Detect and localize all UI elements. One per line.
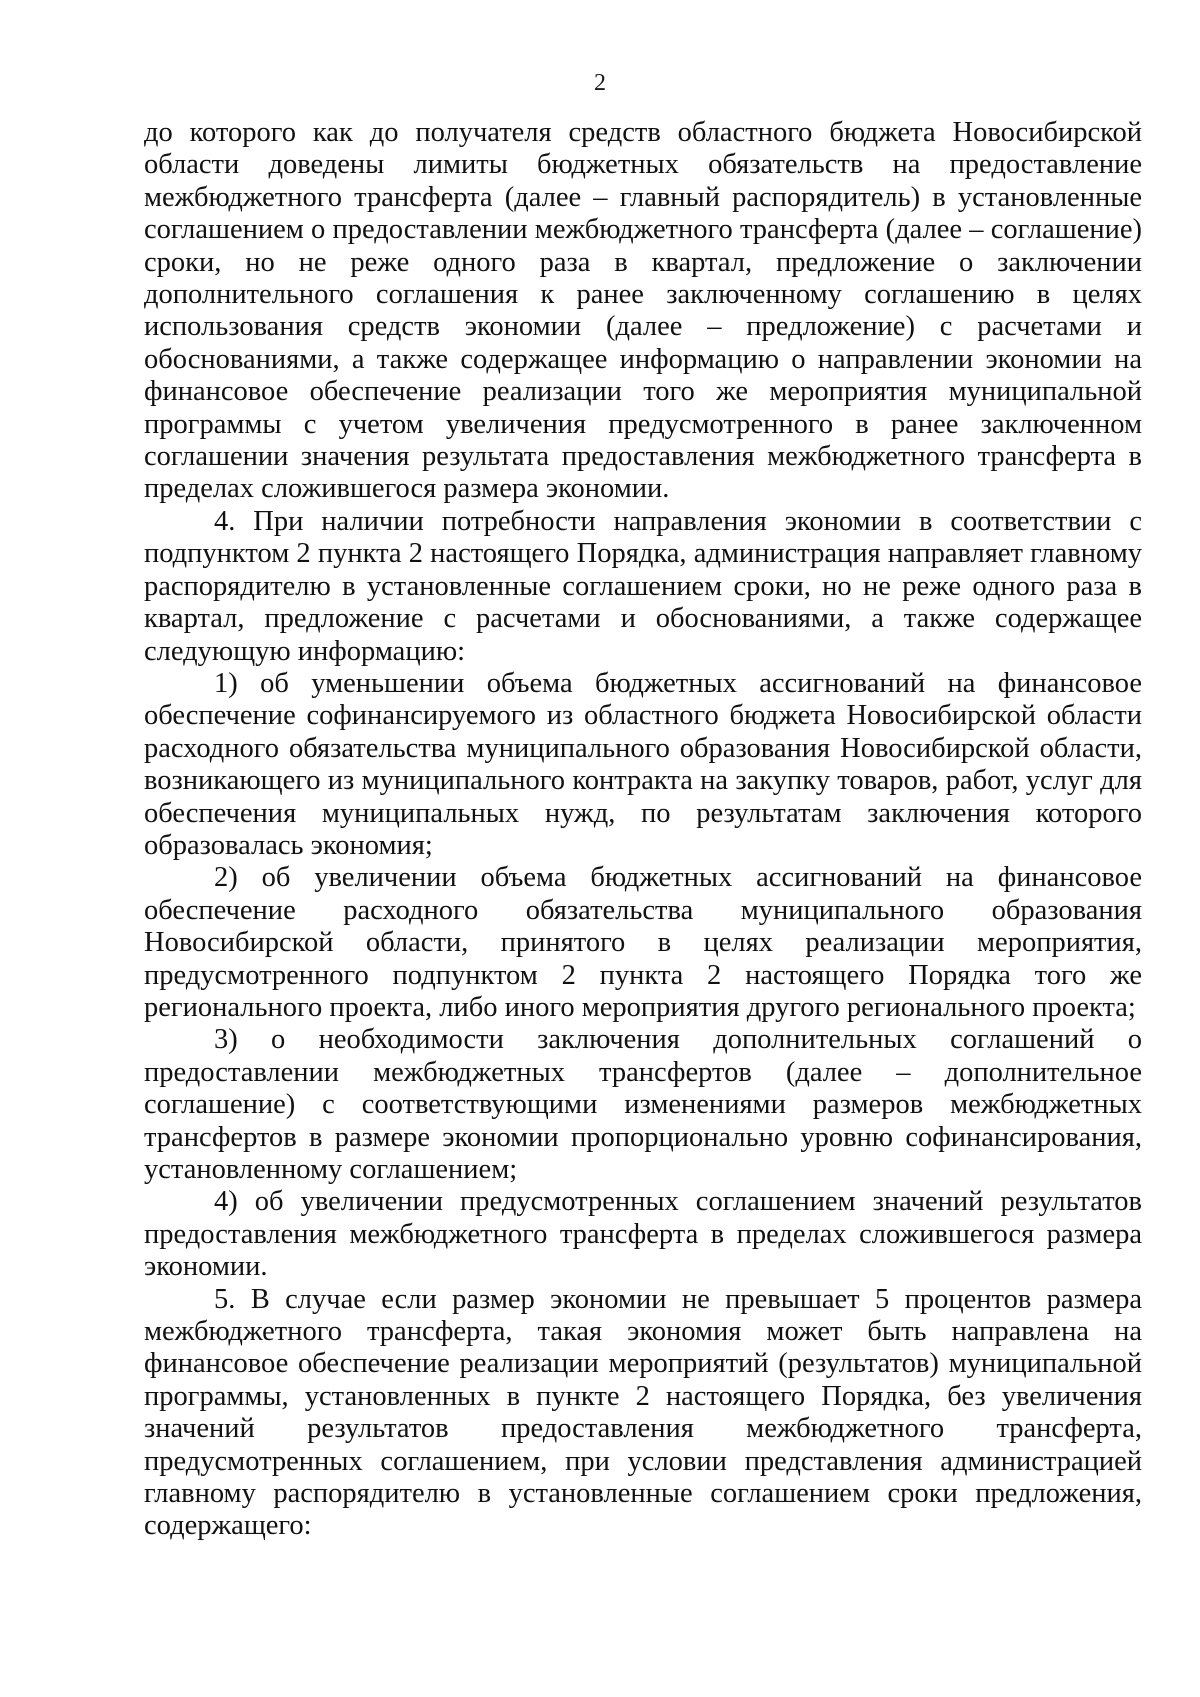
paragraph-item-5: 5. В случае если размер экономии не превышает 5 процентов размера межбюджетного трансферта, такая экономия может быть направлена на финансовое обеспечение реализации мероприятий (результатов) муниципальной программы, установленных в пункте 2 настоящего Порядка, без увеличения значений результатов предоставления межбюджетного трансферта, предусмотренных соглашением, при условии представления администрацией главному распорядителю в установленные соглашением сроки предложения, содержащего: xyxy=(144,1283,1142,1542)
paragraph-subitem-4: 4) об увеличении предусмотренных соглашением значений результатов предоставления межбюджетного трансферта в пределах сложившегося размера экономии. xyxy=(144,1186,1142,1283)
document-body xyxy=(144,117,1142,1543)
paragraph-continuation: до которого как до получателя средств областного бюджета Новосибирской области доведены лимиты бюджетных обязательств на предоставление межбюджетного трансферта (далее – главный распорядитель) в установленные соглашением о предоставлении межбюджетного трансферта (далее – соглашение) сроки, но не реже одного раза в квартал, предложение о заключении дополнительного соглашения к ранее заключенному соглашению в целях использования средств экономии (далее – предложение) с расчетами и обоснованиями, а также содержащее информацию о направлении экономии на финансовое обеспечение реализации того же мероприятия муниципальной программы с учетом увеличения предусмотренного в ранее заключенном соглашении значения результата предоставления межбюджетного трансферта в пределах сложившегося размера экономии. xyxy=(144,117,1142,505)
paragraph-subitem-1: 1) об уменьшении объема бюджетных ассигнований на финансовое обеспечение софинансируемого из областного бюджета Новосибирской области расходного обязательства муниципального образования Новосибирской области, возникающего из муниципального контракта на закупку товаров, работ, услуг для обеспечения муниципальных нужд, по результатам заключения которого образовалась экономия; xyxy=(144,667,1142,861)
paragraph-subitem-2: 2) об увеличении объема бюджетных ассигнований на финансовое обеспечение расходного обязательства муниципального образования Новосибирской области, принятого в целях реализации мероприятия, предусмотренного подпунктом 2 пункта 2 настоящего Порядка того же регионального проекта, либо иного мероприятия другого регионального проекта; xyxy=(144,862,1142,1023)
paragraph-item-4: 4. При наличии потребности направления экономии в соответствии с подпунктом 2 пункта 2 настоящего Порядка, администрация направляет главному распорядителю в установленные соглашением сроки, но не реже одного раза в квартал, предложение с расчетами и обоснованиями, а также содержащее следующую информацию: xyxy=(144,505,1142,667)
page-number: 2 xyxy=(594,70,606,96)
paragraph-subitem-3: 3) о необходимости заключения дополнительных соглашений о предоставлении межбюджетных трансфертов (далее – дополнительное соглашение) с соответствующими изменениями размеров межбюджетных трансфертов в размере экономии пропорционально уровню софинансирования, установленному соглашением; xyxy=(144,1024,1142,1185)
